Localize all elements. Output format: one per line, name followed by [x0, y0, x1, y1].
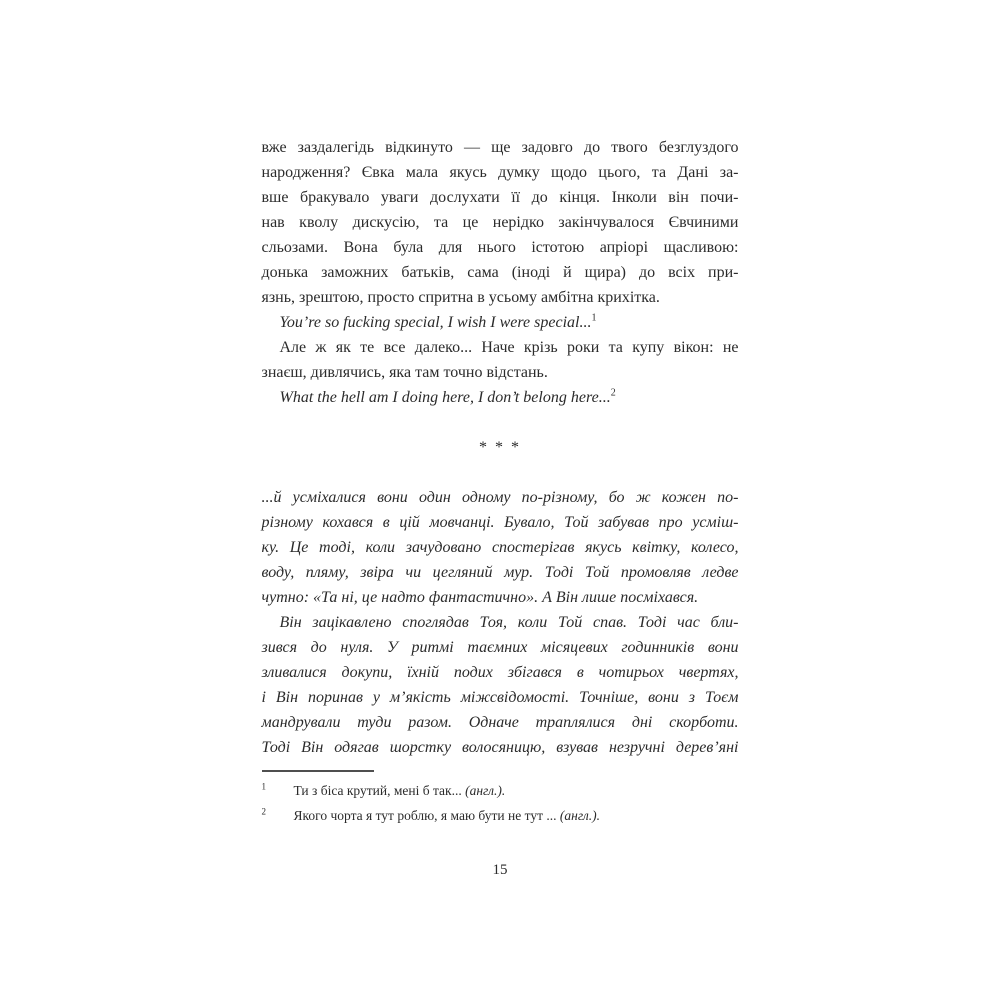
text-line: чутно: «Та ні, це надто фантастично». А Він лише посміхався.	[261, 589, 699, 606]
footnote-reference: 2	[610, 387, 616, 399]
footnote-language-note: (англ.).	[559, 808, 601, 823]
paragraph-continued	[262, 135, 739, 310]
text-line: донька заможних батьків, сама (іноді й щира) до всіх при-	[261, 264, 739, 281]
footnote-divider	[262, 770, 374, 772]
text-line: Тоді Він одягав шорстку волосяницю, взував незручні дерев’яні	[261, 739, 739, 756]
text-line: ку. Це тоді, коли зачудовано спостерігав якусь квітку, колесо,	[261, 539, 739, 556]
text-column	[262, 0, 739, 883]
footnote-number	[262, 803, 294, 828]
lyric-quote	[262, 385, 739, 410]
lyric-quote	[262, 310, 739, 335]
text-line: вше бракувало уваги дослухати її до кінця. Інколи він почи-	[261, 189, 739, 206]
footnote	[262, 803, 739, 828]
footnotes-section	[262, 770, 739, 828]
text-line: зився до нуля. У ритмі таємних місяцевих годинників вони	[261, 639, 739, 656]
italic-paragraph	[262, 610, 739, 760]
footnote-number-text: 2	[261, 806, 266, 817]
text-line: мандрували туди разом. Одначе траплялися дні скорботи.	[261, 714, 739, 731]
text-line: сльозами. Вона була для нього істотою апріорі щасливою:	[261, 239, 739, 256]
text-line: Але ж як те все далеко... Наче крізь роки та купу вікон: не	[279, 339, 739, 356]
footnote-number	[262, 778, 294, 803]
footnote-language-note: (англ.).	[465, 783, 506, 798]
footnote	[262, 778, 739, 803]
section-separator: * * *	[479, 438, 521, 456]
footnote-body: Якого чорта я тут роблю, я маю бути не тут ...	[293, 808, 560, 823]
footnote-reference: 1	[591, 312, 597, 324]
paragraph	[262, 335, 739, 385]
text-line: народження? Євка мала якусь думку щодо цього, та Дані за-	[261, 164, 739, 181]
text-line: вже заздалегідь відкинуто — ще задовго до твого безглуздого	[261, 139, 739, 156]
text-line: воду, пляму, звіра чи цегляний мур. Тоді Той промовляв ледве	[261, 564, 739, 581]
footnote-body: Ти з біса крутий, мені б так...	[293, 783, 466, 798]
text-line: язнь, зрештою, просто спритна в усьому амбітна крихітка.	[261, 289, 660, 306]
text-line: ...й усміхалися вони один одному по-різному, бо ж кожен по-	[261, 489, 739, 506]
footnote-text	[294, 778, 506, 803]
text-line: нав кволу дискусію, та це нерідко закінчувалося Євчиними	[261, 214, 739, 231]
text-line: різному кохався в цій мовчанці. Бувало, Той забував про усміш-	[261, 514, 739, 531]
lyric-quote-text: What the hell am I doing here, I don’t belong here...	[279, 389, 611, 406]
text-line: і Він поринав у м’якість міжсвідомості. Точніше, вони з Тоєм	[261, 689, 739, 706]
footnote-number-text: 1	[261, 781, 266, 792]
lyric-quote-text: You’re so fucking special, I wish I were special...	[279, 314, 592, 331]
text-line: зливалися докупи, їхній подих збігався в чотирьох чвертях,	[261, 664, 739, 681]
page-number: 15	[492, 862, 508, 878]
text-line: знаєш, дивлячись, яка там точно відстань.	[261, 364, 548, 381]
text-line: Він зацікавлено споглядав Тоя, коли Той спав. Тоді час бли-	[279, 614, 739, 631]
italic-paragraph	[262, 485, 739, 610]
footnote-text	[294, 803, 601, 828]
